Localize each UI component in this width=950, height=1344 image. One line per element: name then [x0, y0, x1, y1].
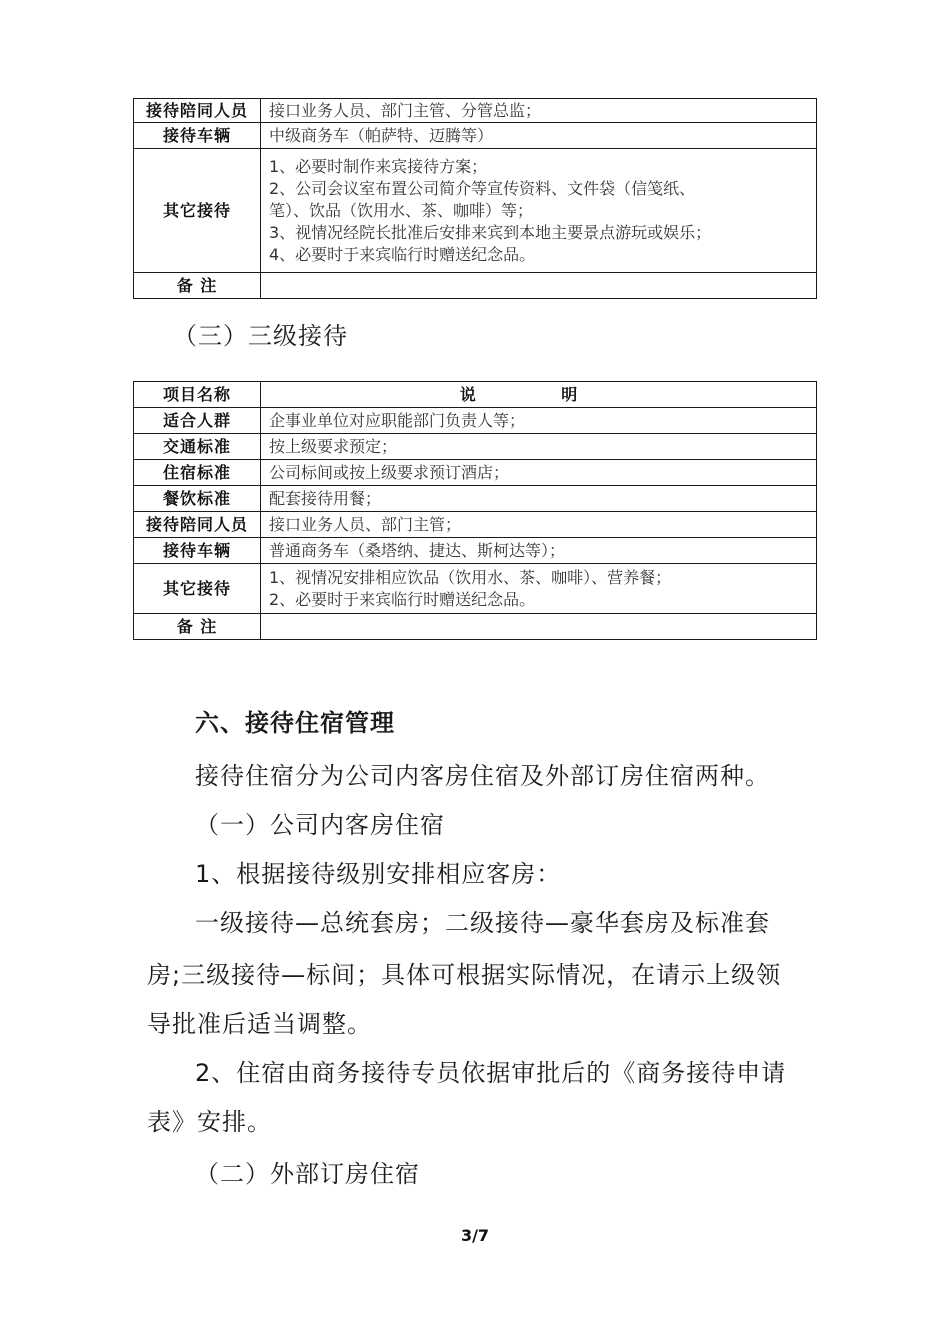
row-label: 餐饮标准: [134, 486, 261, 512]
table-row: [134, 273, 817, 299]
table-row: [134, 614, 817, 640]
table-row: [134, 564, 817, 614]
row-label: 备 注: [134, 614, 261, 640]
row-line: 2、公司会议室布置公司简介等宣传资料、文件袋（信笺纸、: [269, 178, 696, 198]
list-item: 1、根据接待级别安排相应客房：: [195, 860, 562, 888]
row-value: 普通商务车（桑塔纳、捷达、斯柯达等）；: [261, 538, 817, 564]
row-line: 4、必要时于来宾临行时赠送纪念品。: [269, 244, 536, 264]
row-value: 企事业单位对应职能部门负责人等；: [261, 408, 817, 434]
reception-level2-table: [133, 98, 817, 299]
column-header: 项目名称: [134, 382, 261, 408]
table-row: [134, 149, 817, 273]
subsection-title: （二）外部订房住宿: [195, 1160, 420, 1188]
row-label: 接待陪同人员: [134, 512, 261, 538]
paragraph: 接待住宿分为公司内客房住宿及外部订房住宿两种。: [195, 762, 770, 790]
page-number: 3/7: [460, 1226, 490, 1245]
row-line: 3、视情况经院长批准后安排来宾到本地主要景点游玩或娱乐；: [269, 222, 712, 242]
paragraph-line: 房;三级接待—标间；具体可根据实际情况，在请示上级领: [147, 961, 782, 989]
table-row: [134, 538, 817, 564]
row-value: [261, 614, 817, 640]
table-row: [134, 434, 817, 460]
row-value: 中级商务车（帕萨特、迈腾等）: [261, 123, 817, 149]
row-label: 其它接待: [134, 149, 261, 273]
column-header: 说 明: [261, 382, 817, 408]
row-line: 2、必要时于来宾临行时赠送纪念品。: [269, 589, 536, 609]
row-value: 接口业务人员、部门主管、分管总监；: [261, 99, 817, 123]
table-header-row: [134, 382, 817, 408]
row-value: 配套接待用餐；: [261, 486, 817, 512]
row-value: 按上级要求预定；: [261, 434, 817, 460]
row-value: 公司标间或按上级要求预订酒店；: [261, 460, 817, 486]
reception-level3-table: [133, 381, 817, 640]
table-row: [134, 123, 817, 149]
row-label: 接待车辆: [134, 538, 261, 564]
list-item: 2、住宿由商务接待专员依据审批后的《商务接待申请: [195, 1059, 787, 1087]
paragraph-line: 一级接待—总统套房；二级接待—豪华套房及标准套: [195, 909, 770, 937]
row-label: 交通标准: [134, 434, 261, 460]
row-line: 笔）、饮品（饮用水、茶、咖啡）等；: [269, 200, 534, 220]
row-value-multiline: [261, 564, 817, 614]
row-label: 住宿标准: [134, 460, 261, 486]
row-line: 1、必要时制作来宾接待方案；: [269, 156, 488, 176]
row-label: 备 注: [134, 273, 261, 299]
row-value: 接口业务人员、部门主管；: [261, 512, 817, 538]
row-label: 接待陪同人员: [134, 99, 261, 123]
row-label: 其它接待: [134, 564, 261, 614]
row-label: 适合人群: [134, 408, 261, 434]
row-value: [261, 273, 817, 299]
section-heading: 六、接待住宿管理: [195, 709, 395, 737]
subsection-title: （一）公司内客房住宿: [195, 811, 445, 839]
table-row: [134, 512, 817, 538]
table-row: [134, 99, 817, 123]
paragraph-line: 表》安排。: [147, 1108, 272, 1136]
row-line: 1、视情况安排相应饮品（饮用水、茶、咖啡）、营养餐；: [269, 567, 672, 587]
row-value-multiline: [261, 149, 817, 273]
row-label: 接待车辆: [134, 123, 261, 149]
table-row: [134, 408, 817, 434]
table-row: [134, 460, 817, 486]
paragraph-line: 导批准后适当调整。: [147, 1010, 372, 1038]
section-title: （三）三级接待: [173, 322, 348, 350]
table-row: [134, 486, 817, 512]
